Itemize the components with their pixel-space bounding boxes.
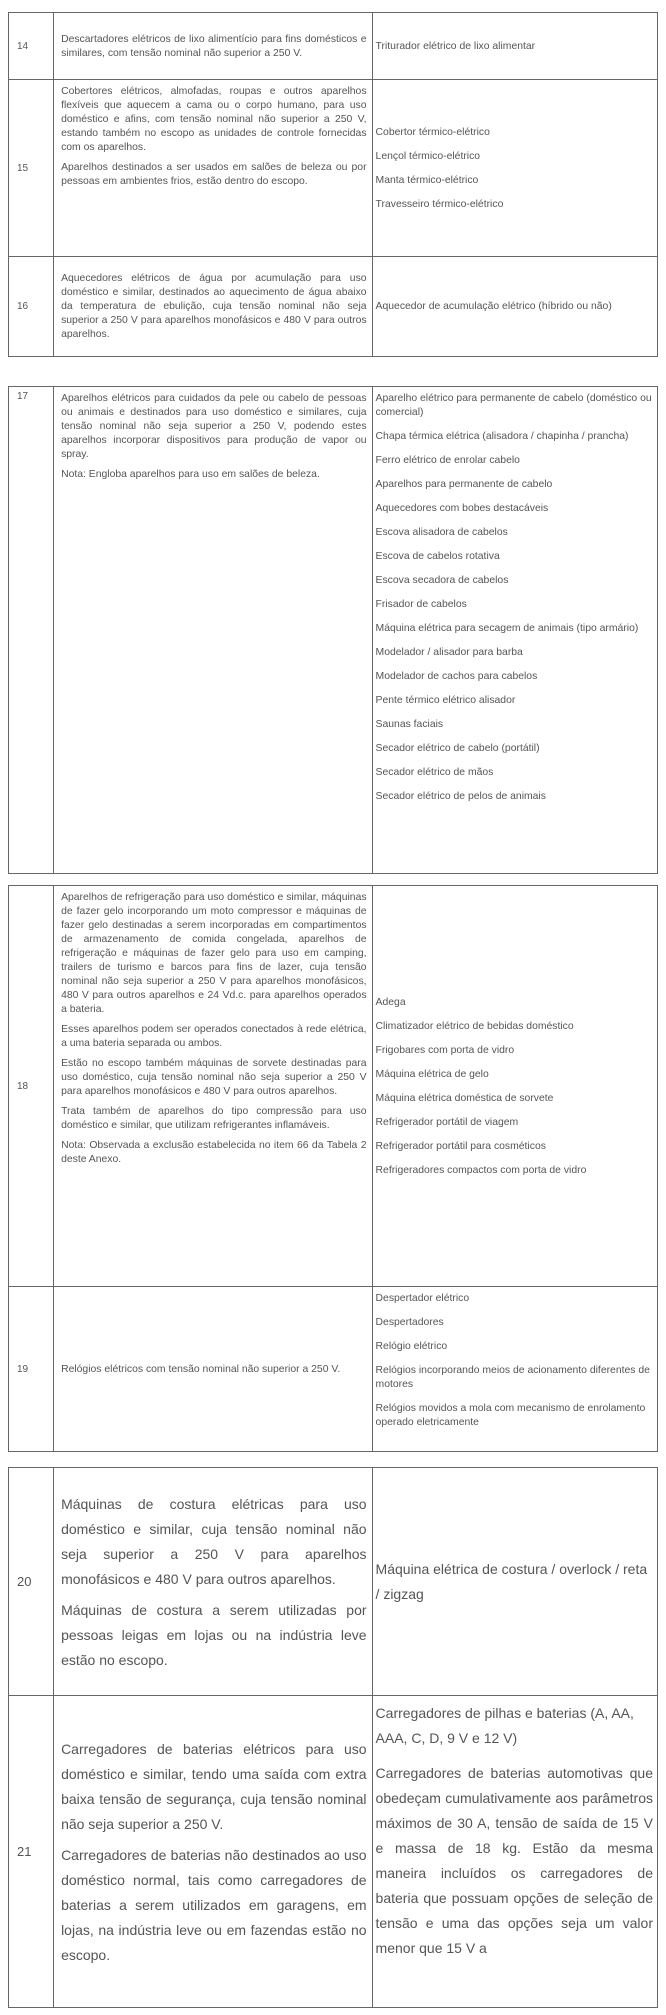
product-entry: Escova secadora de cabelos [375,575,509,586]
product-entry: Refrigerador portátil para cosméticos [375,1140,546,1152]
item-number: 18 [9,886,54,1287]
table-row [9,1287,658,1452]
product-entry: Aparelhos para permanente de cabelo [375,479,553,490]
product-entry: Máquina elétrica de costura / overlock / reta / zigzag [375,1561,648,1602]
product-entry: Climatizador elétrico de bebidas doméstico [375,1020,574,1032]
product-entry: Máquina elétrica para secagem de animais (tipo armário) [375,623,639,634]
product-entry: Frisador de cabelos [375,599,467,610]
item-products [372,387,657,874]
product-entry: Despertadores [375,1317,444,1328]
product-entry: Secador elétrico de mãos [375,767,494,778]
table-items-14-16 [8,12,658,357]
product-entry: Refrigerador portátil de viagem [375,1116,519,1128]
product-entry: Secador elétrico de cabelo (portátil) [375,743,540,754]
item-description [54,1287,372,1452]
product-entry: Relógio elétrico [375,1341,448,1352]
product-entry: Triturador elétrico de lixo alimentar [375,40,536,52]
table-row [9,886,658,1287]
item-description [54,257,372,357]
product-entry: Carregadores de pilhas e baterias (A, AA, AAA, C, D, 9 V e 12 V) [375,1705,634,1746]
item-products [372,886,657,1287]
description-paragraph: Cobertores elétricos, almofadas, roupas e outros aparelhos flexíveis que aquecem a cama ou o corpo humano, para uso doméstico e afins, com tensão nominal não superior a 250 V, estando também no escopo as unidades de controle fornecidas com os aparelhos. [61,86,367,153]
product-entry: Aquecedor de acumulação elétrico (híbrido ou não) [375,301,612,312]
product-entry: Manta térmico-elétrico [375,174,479,186]
item-products [372,80,657,257]
table-row [9,1468,658,1696]
item-number: 19 [9,1287,54,1452]
product-entry: Escova alisadora de cabelos [375,527,508,538]
description-paragraph: Carregadores de baterias não destinados ao uso doméstico normal, tais como carregadores de baterias a serem utilizados em garagens, em lojas, na indústria leve ou em fazendas estão no escopo. [61,1846,367,1963]
product-entry: Aquecedores com bobes destacáveis [375,503,549,514]
description-paragraph: Aparelhos elétricos para cuidados da pele ou cabelo de pessoas ou animais e destinados para uso doméstico e similares, cuja tensão nominal não seja superior a 250 V, podendo estes aparelhos incorporar dispositivos para produção de vapor ou spray. [61,393,367,460]
description-paragraph: Estão no escopo também máquinas de sorvete destinadas para uso doméstico, cuja tensão nominal não seja superior a 250 V para aparelhos monofásicos e 480 V para outros aparelhos. [61,1058,367,1097]
item-number: 20 [9,1468,54,1696]
item-products [372,257,657,357]
description-paragraph: Descartadores elétricos de lixo alimentício para fins domésticos e similares, com tensão nominal não superior a 250 V. [61,33,367,59]
product-entry: Travesseiro térmico-elétrico [375,198,504,210]
product-entry: Chapa térmica elétrica (alisadora / chapinha / prancha) [375,431,629,442]
description-paragraph: Trata também de aparelhos do tipo compressão para uso doméstico e similar, que utilizam refrigerantes inflamáveis. [61,1106,367,1131]
description-paragraph: Aparelhos de refrigeração para uso doméstico e similar, máquinas de fazer gelo incorporando um moto compressor e máquinas de fazer gelo destinadas a serem incorporadas em compartimentos de armazenamento de comida congelada, aparelhos de refrigeração e máquinas de fazer gelo para uso em camping, trailers de turismo e barcos para fins de lazer, cuja tensão nominal não seja superior a 250 V para aparelhos monofásicos, 480 V para outros aparelhos e 24 Vd.c. para aparelhos operados a bateria. [61,892,367,1015]
item-description [54,1468,372,1696]
description-paragraph: Aparelhos destinados a ser usados em salões de beleza ou por pessoas em ambientes frios, estão dentro do escopo. [61,162,367,187]
product-entry: Lençol térmico-elétrico [375,150,481,162]
product-entry: Cobertor térmico-elétrico [375,126,490,138]
item-number: 14 [9,13,54,80]
table-row [9,1696,658,2008]
product-entry: Despertador elétrico [375,1293,470,1304]
product-entry: Ferro elétrico de enrolar cabelo [375,455,520,466]
table-row [9,80,658,257]
item-products [372,1287,657,1452]
description-paragraph: Máquinas de costura a serem utilizadas por pessoas leigas em lojas ou na indústria leve estão no escopo. [61,1601,367,1668]
item-description [54,80,372,257]
table-row [9,387,658,874]
item-products [372,1696,657,2008]
item-number: 17 [9,387,54,874]
product-entry: Modelador / alisador para barba [375,647,523,658]
product-entry: Frigobares com porta de vidro [375,1044,515,1056]
item-products [372,13,657,80]
product-entry: Adega [375,996,406,1008]
description-paragraph: Carregadores de baterias elétricos para uso doméstico e similar, tendo uma saída com extra baixa tensão de segurança, cuja tensão nominal não seja superior a 250 V. [61,1740,367,1832]
table-item-17 [8,386,658,874]
item-number: 15 [9,80,54,257]
product-entry: Secador elétrico de pelos de animais [375,791,546,802]
item-description [54,1696,372,2008]
description-paragraph: Máquinas de costura elétricas para uso doméstico e similar, cuja tensão nominal não seja superior a 250 V para aparelhos monofásicos e 480 V para outros aparelhos. [61,1495,367,1587]
description-paragraph: Aquecedores elétricos de água por acumulação para uso doméstico e similar, destinados ao aquecimento de água abaixo da temperatura de ebulição, cuja tensão nominal não seja superior a 250 V para aparelhos monofásicos e 480 V para outros aparelhos. [61,273,367,340]
product-entry: Escova de cabelos rotativa [375,551,500,562]
description-paragraph: Relógios elétricos com tensão nominal não superior a 250 V. [61,1363,341,1375]
item-description [54,13,372,80]
description-paragraph: Esses aparelhos podem ser operados conectados à rede elétrica, a uma bateria separada ou ambos. [61,1024,367,1049]
product-entry: Carregadores de baterias automotivas que obedeçam cumulativamente aos parâmetros máximos de 30 A, tensão de saída de 15 V e massa de 18 kg. Estão da mesma maneira incluídos os carregadores de bateria que possuam opções de seleção de tensão e uma das opções seja um valor menor que 15 V a [375,1765,653,1956]
item-description [54,886,372,1287]
product-entry: Máquina elétrica doméstica de sorvete [375,1092,554,1104]
product-entry: Aparelho elétrico para permanente de cabelo (doméstico ou comercial) [375,393,652,418]
table-row [9,257,658,357]
item-number: 16 [9,257,54,357]
item-number: 21 [9,1696,54,2008]
description-paragraph: Nota: Engloba aparelhos para uso em salões de beleza. [61,469,320,480]
product-entry: Modelador de cachos para cabelos [375,671,538,682]
product-entry: Relógios movidos a mola com mecanismo de enrolamento operado eletricamente [375,1403,646,1428]
item-products [372,1468,657,1696]
product-entry: Refrigeradores compactos com porta de vidro [375,1164,587,1176]
table-row [9,13,658,80]
table-items-20-21 [8,1467,658,2008]
product-entry: Saunas faciais [375,719,444,730]
description-paragraph: Nota: Observada a exclusão estabelecida no item 66 da Tabela 2 deste Anexo. [61,1140,367,1165]
product-entry: Pente térmico elétrico alisador [375,695,516,706]
item-description [54,387,372,874]
table-items-18-19 [8,885,658,1452]
product-entry: Relógios incorporando meios de acionamento diferentes de motores [375,1365,650,1390]
product-entry: Máquina elétrica de gelo [375,1068,489,1080]
